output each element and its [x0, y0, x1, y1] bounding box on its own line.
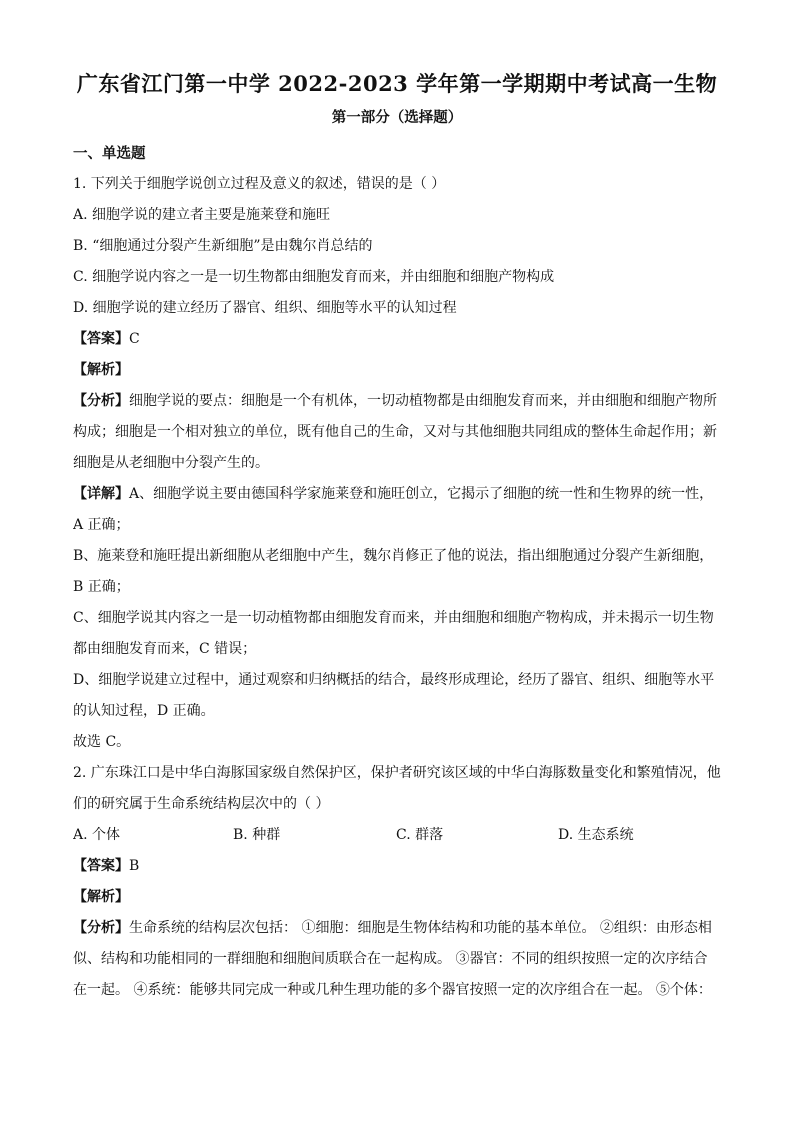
question-1-answer: [73, 324, 723, 355]
question-2-option-b: B. 种群: [233, 827, 281, 843]
question-2-option-d: D. 生态系统: [558, 827, 634, 843]
question-1-option-a: A. 细胞学说的建立者主要是施莱登和施旺: [73, 207, 331, 223]
xiangjie-text: A、细胞学说主要由德国科学家施莱登和施旺创立，它揭示了细胞的统一性和生物界的统一性，: [129, 486, 714, 502]
fenxi-text: 生命系统的结构层次包括： ①细胞：细胞是生物体结构和功能的基本单位。 ②组织：由形态相: [129, 920, 712, 936]
question-2-option-a: A. 个体: [73, 827, 121, 843]
question-2-stem: 们的研究属于生命系统结构层次中的（ ）: [73, 796, 330, 812]
question-1-xiangjie-line: [73, 479, 723, 510]
question-2-fenxi-line: 在一起。 ④系统：能够共同完成一种或几种生理功能的多个器官按照一定的次序组合在一起。 ⑤个体：: [73, 982, 712, 998]
page-subtitle: 第一部分（选择题）: [331, 109, 463, 126]
question-2-fenxi-line: 似、结构和功能相同的一群细胞和细胞间质联合在一起构成。 ③器官：不同的组织按照一定的次序结合: [73, 951, 708, 967]
question-1-fenxi-line: 细胞是从老细胞中分裂产生的。: [73, 455, 269, 471]
question-2-options: [73, 820, 723, 851]
question-2-option-c: C. 群落: [396, 827, 444, 843]
question-1-option-d: D. 细胞学说的建立经历了器官、组织、细胞等水平的认知过程: [73, 300, 457, 316]
question-2-analysis-tag: 【解析】: [73, 889, 129, 905]
question-1-option-c: C. 细胞学说内容之一是一切生物都由细胞发育而来，并由细胞和细胞产物构成: [73, 269, 555, 285]
xiangjie-tag: 【详解】: [73, 486, 129, 502]
exam-content: [73, 138, 723, 1006]
fenxi-text: 细胞学说的要点：细胞是一个有机体，一切动植物都是由细胞发育而来，并由细胞和细胞产物所: [129, 393, 717, 409]
question-1-xiangjie-line: D、细胞学说建立过程中，通过观察和归纳概括的结合，最终形成理论，经历了器官、组织、细胞等水平: [73, 672, 715, 688]
question-1-xiangjie-line: 的认知过程，D 正确。: [73, 703, 215, 719]
fenxi-tag: 【分析】: [73, 920, 129, 936]
question-1-xiangjie-line: 故选 C。: [73, 734, 131, 750]
question-2-fenxi-line: [73, 913, 723, 944]
question-1-option-b: B. “细胞通过分裂产生新细胞”是由魏尔肖总结的: [73, 238, 373, 254]
question-1-xiangjie-line: A 正确；: [73, 517, 130, 533]
question-1-fenxi-line: [73, 386, 723, 417]
question-1-xiangjie-line: B 正确；: [73, 579, 130, 595]
question-1-xiangjie-line: 都由细胞发育而来，C 错误；: [73, 641, 257, 657]
answer-value: B: [129, 858, 140, 874]
question-2-stem: 2. 广东珠江口是中华白海豚国家级自然保护区，保护者研究该区域的中华白海豚数量变化和繁殖情况，他: [73, 765, 721, 781]
question-1-xiangjie-line: B、施莱登和施旺提出新细胞从老细胞中产生，魏尔肖修正了他的说法，指出细胞通过分裂产生新细胞，: [73, 548, 714, 564]
answer-tag: 【答案】: [73, 858, 129, 874]
question-1-stem: 1. 下列关于细胞学说创立过程及意义的叙述，错误的是（ ）: [73, 176, 446, 192]
fenxi-tag: 【分析】: [73, 393, 129, 409]
question-1-xiangjie-line: C、细胞学说其内容之一是一切动植物都由细胞发育而来，并由细胞和细胞产物构成，并未揭示一切生物: [73, 610, 714, 626]
section-heading: 一、单选题: [73, 145, 146, 162]
question-2-answer: [73, 851, 723, 882]
answer-value: C: [129, 331, 140, 347]
question-1-analysis-tag: 【解析】: [73, 362, 129, 378]
answer-tag: 【答案】: [73, 331, 129, 347]
page-title: 广东省江门第一中学 2022-2023 学年第一学期期中考试高一生物: [76, 71, 718, 96]
question-1-fenxi-line: 构成；细胞是一个相对独立的单位，既有他自己的生命，又对与其他细胞共同组成的整体生命起作用；新: [73, 424, 717, 440]
